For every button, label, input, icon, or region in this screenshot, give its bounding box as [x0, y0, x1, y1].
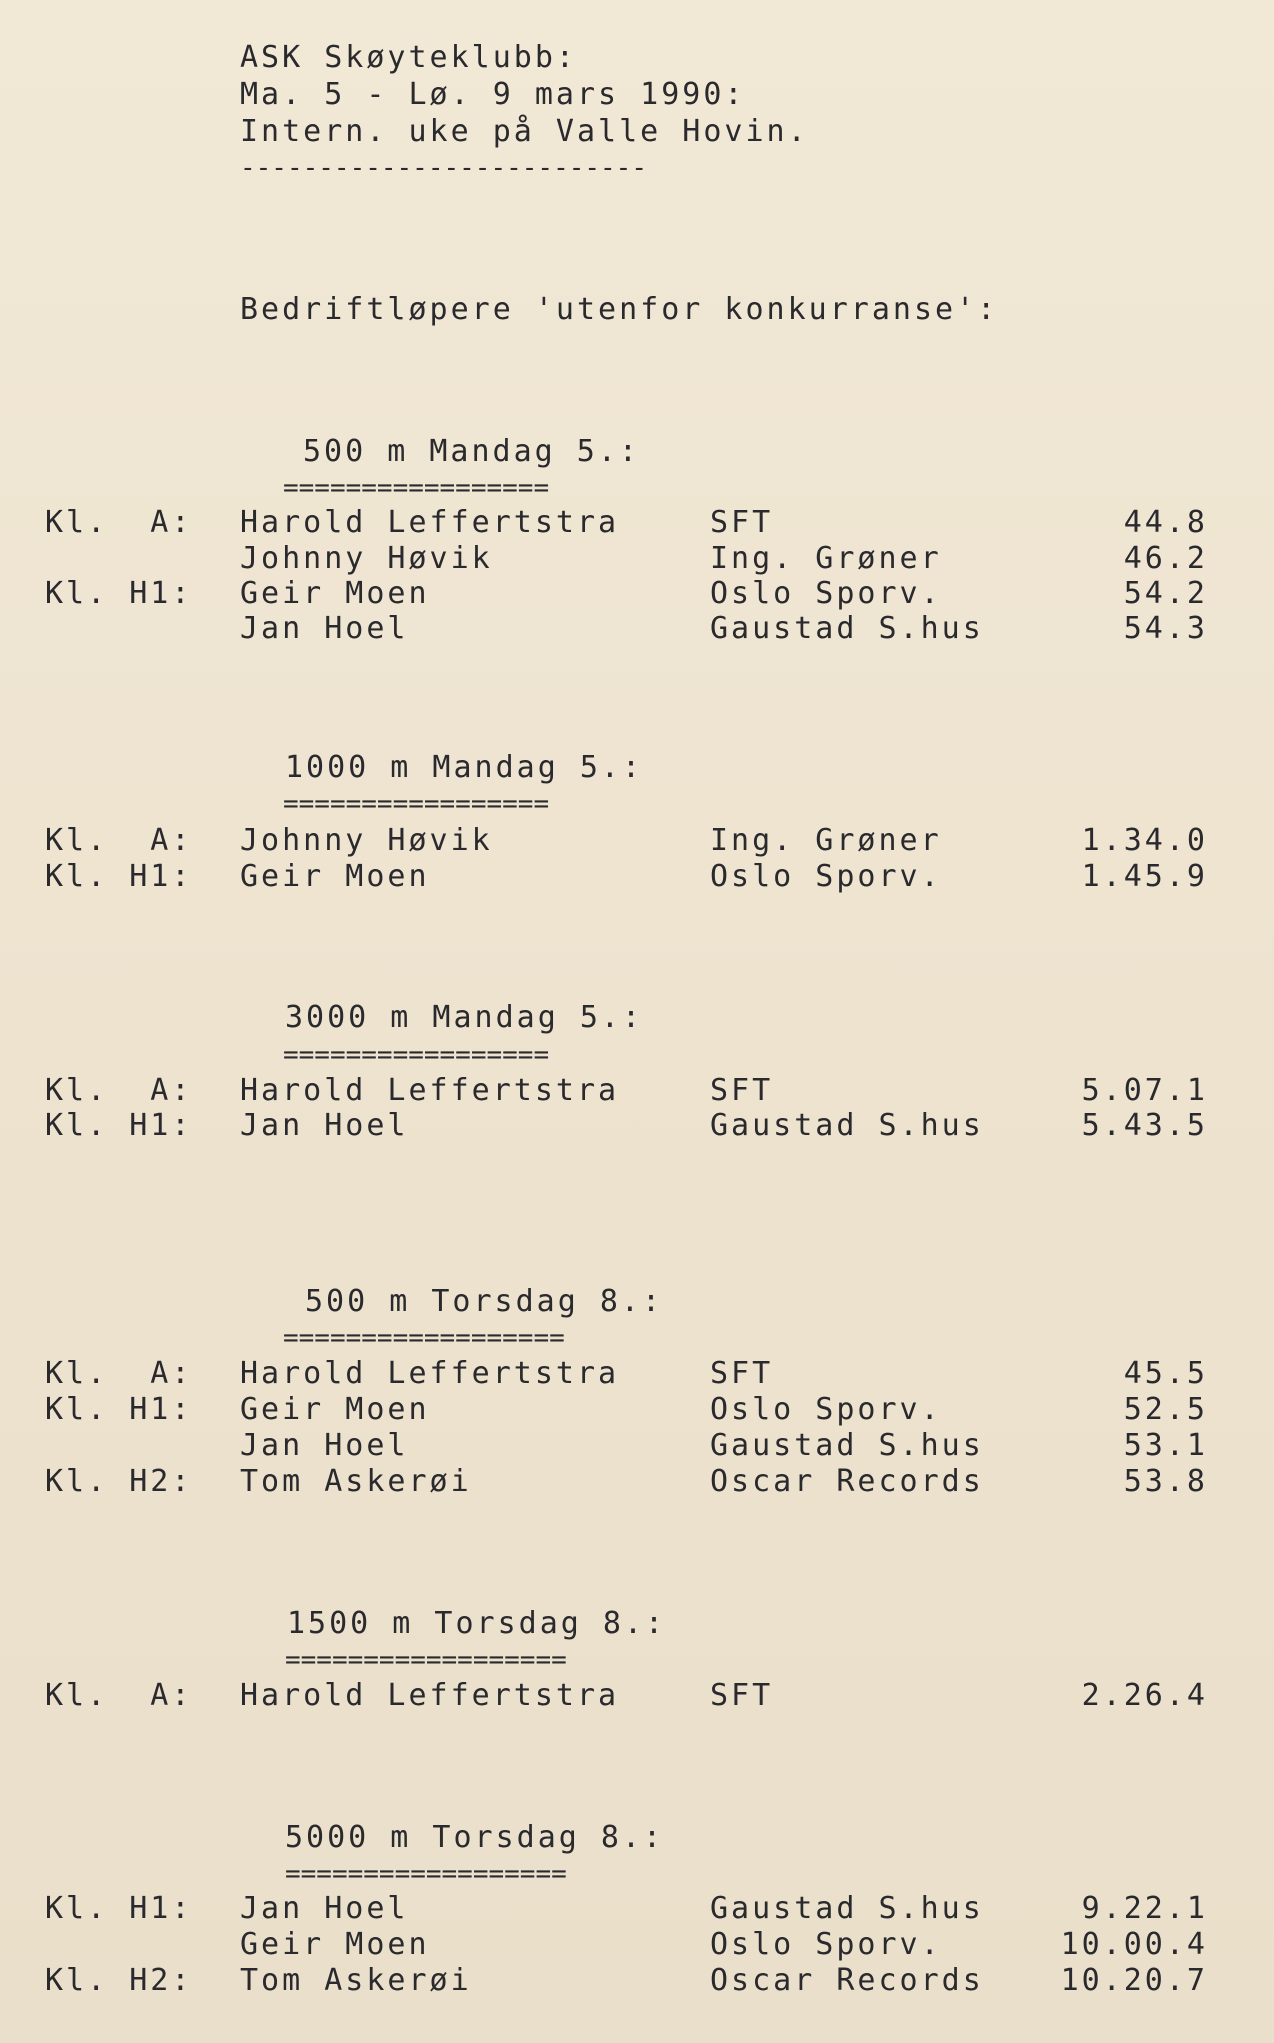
- section-rule: ==================: [285, 1645, 567, 1675]
- event-dates: Ma. 5 - Lø. 9 mars 1990:: [240, 77, 746, 112]
- result-time: 46.2: [1123, 541, 1208, 576]
- result-time: 53.1: [1123, 1428, 1208, 1463]
- event-venue: Intern. uke på Valle Hovin.: [240, 114, 809, 149]
- result-time: 10.20.7: [1060, 1963, 1208, 1998]
- skater-name: Tom Askerøi: [240, 1963, 472, 1998]
- class-label: Kl. H1:: [45, 1392, 193, 1427]
- result-time: 10.00.4: [1060, 1927, 1208, 1962]
- result-time: 1.34.0: [1081, 823, 1208, 858]
- skater-name: Geir Moen: [240, 859, 430, 894]
- skater-name: Geir Moen: [240, 1927, 430, 1962]
- section-title: 1500 m Torsdag 8.:: [287, 1606, 667, 1641]
- club-name: Gaustad S.hus: [710, 1428, 984, 1463]
- result-time: 1.45.9: [1081, 859, 1208, 894]
- section-title: 1000 m Mandag 5.:: [285, 750, 644, 785]
- result-time: 54.2: [1123, 576, 1208, 611]
- club-name: Oslo Sporv.: [710, 576, 942, 611]
- club-name: Gaustad S.hus: [710, 1891, 984, 1926]
- club-name: SFT: [710, 505, 774, 540]
- section-title: 500 m Mandag 5.:: [303, 434, 640, 469]
- club-name: Ing. Grøner: [710, 541, 942, 576]
- club-name: Gaustad S.hus: [710, 611, 984, 646]
- club-name: Oslo Sporv.: [710, 859, 942, 894]
- skater-name: Harold Leffertstra: [240, 1356, 620, 1391]
- section-rule: ==================: [285, 1859, 567, 1889]
- skater-name: Tom Askerøi: [240, 1464, 472, 1499]
- class-label: Kl. H2:: [45, 1963, 193, 1998]
- class-label: Kl. H2:: [45, 1464, 193, 1499]
- result-time: 9.22.1: [1081, 1891, 1208, 1926]
- result-time: 44.8: [1123, 505, 1208, 540]
- result-time: 54.3: [1123, 611, 1208, 646]
- class-label: Kl. H1:: [45, 859, 193, 894]
- skater-name: Jan Hoel: [240, 1891, 409, 1926]
- class-label: Kl. A:: [45, 1678, 193, 1713]
- result-time: 45.5: [1123, 1356, 1208, 1391]
- subtitle: Bedriftløpere 'utenfor konkurranse':: [240, 292, 999, 327]
- class-label: Kl. H1:: [45, 576, 193, 611]
- section-rule: =================: [283, 789, 550, 819]
- club-name: Oslo Sporv.: [710, 1927, 942, 1962]
- class-label: Kl. A:: [45, 823, 193, 858]
- skater-name: Jan Hoel: [240, 611, 409, 646]
- club-name: SFT: [710, 1073, 774, 1108]
- result-time: 5.43.5: [1081, 1108, 1208, 1143]
- skater-name: Harold Leffertstra: [240, 505, 620, 540]
- class-label: Kl. A:: [45, 1356, 193, 1391]
- club-name: SFT: [710, 1356, 774, 1391]
- club-name: Oscar Records: [710, 1464, 984, 1499]
- skater-name: Jan Hoel: [240, 1108, 409, 1143]
- skater-name: Johnny Høvik: [240, 541, 493, 576]
- result-time: 5.07.1: [1081, 1073, 1208, 1108]
- skater-name: Geir Moen: [240, 576, 430, 611]
- class-label: Kl. A:: [45, 505, 193, 540]
- club-name: Gaustad S.hus: [710, 1108, 984, 1143]
- skater-name: Harold Leffertstra: [240, 1073, 620, 1108]
- club-name: Oslo Sporv.: [710, 1392, 942, 1427]
- section-rule: ==================: [283, 1323, 565, 1353]
- club-title: ASK Skøyteklubb:: [240, 40, 577, 75]
- result-time: 53.8: [1123, 1464, 1208, 1499]
- header-rule: --------------------------: [240, 153, 647, 183]
- section-rule: =================: [283, 473, 550, 503]
- class-label: Kl. H1:: [45, 1108, 193, 1143]
- club-name: SFT: [710, 1678, 774, 1713]
- skater-name: Geir Moen: [240, 1392, 430, 1427]
- section-title: 5000 m Torsdag 8.:: [285, 1820, 665, 1855]
- class-label: Kl. A:: [45, 1073, 193, 1108]
- skater-name: Johnny Høvik: [240, 823, 493, 858]
- skater-name: Jan Hoel: [240, 1428, 409, 1463]
- section-title: 3000 m Mandag 5.:: [285, 1000, 644, 1035]
- section-rule: =================: [283, 1040, 550, 1070]
- club-name: Ing. Grøner: [710, 823, 942, 858]
- result-time: 52.5: [1123, 1392, 1208, 1427]
- class-label: Kl. H1:: [45, 1891, 193, 1926]
- skater-name: Harold Leffertstra: [240, 1678, 620, 1713]
- result-time: 2.26.4: [1081, 1678, 1208, 1713]
- club-name: Oscar Records: [710, 1963, 984, 1998]
- section-title: 500 m Torsdag 8.:: [305, 1284, 664, 1319]
